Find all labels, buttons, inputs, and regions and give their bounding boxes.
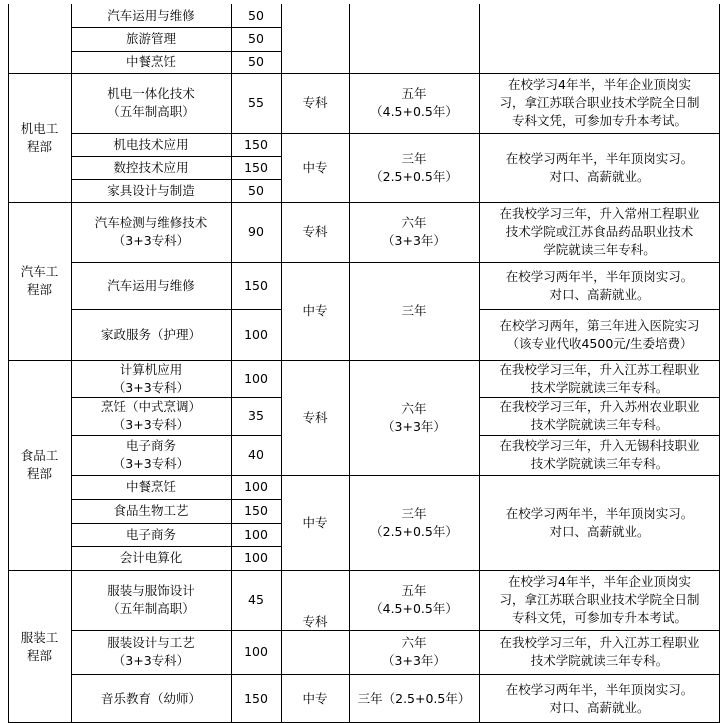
table-row-count: 50	[248, 31, 264, 46]
grid-line	[8, 360, 720, 361]
table-row-count: 50	[248, 182, 264, 198]
grid-line	[349, 4, 350, 723]
table-row-major: 机电技术应用	[113, 136, 189, 152]
grid-line	[71, 179, 281, 180]
table-row-count: 100	[244, 479, 268, 494]
level-cell: 中专	[302, 303, 328, 318]
table-row-major: 音乐教育（幼师）	[100, 690, 201, 706]
department-cell	[8, 73, 71, 202]
note-cell: 在我校学习三年，升入无锡科技职业 技术学院就读三年专科。	[499, 438, 700, 471]
level-cell: 专科	[302, 224, 328, 239]
grid-line	[8, 73, 720, 74]
grid-line	[479, 309, 720, 310]
grid-line	[71, 435, 281, 436]
duration-cell: 三年	[401, 303, 427, 318]
grid-line	[71, 674, 720, 675]
duration-cell: 三年 （2.5+0.5年）	[370, 505, 458, 539]
level-cell: 中专	[302, 514, 328, 530]
table-row-major: 家政服务（护理）	[100, 326, 201, 342]
table-row-count: 100	[244, 644, 268, 659]
note-cell: 在校学习两年半，半年顶岗实习。 对口、高薪就业。	[505, 268, 694, 302]
table-row-major: 会计电算化	[119, 550, 183, 565]
grid-line	[71, 4, 72, 723]
grid-line	[719, 4, 720, 723]
department-cell	[8, 360, 71, 570]
grid-line	[71, 397, 281, 398]
grid-line	[71, 475, 720, 476]
table-row-count: 40	[248, 447, 264, 462]
table-row-count: 150	[244, 136, 268, 152]
grid-line	[71, 546, 281, 547]
table-row-count: 150	[244, 159, 268, 175]
note-cell: 在我校学习三年，升入江苏工程职业 技术学院就读三年专科。	[499, 361, 700, 395]
level-cell: 专科	[302, 95, 328, 110]
grid-line	[231, 4, 232, 723]
table-row-major: 汽车运用与维修	[107, 277, 195, 293]
note-cell: 在校学习两年半，半年顶岗实习。 对口、高薪就业。	[505, 150, 694, 184]
duration-cell: 五年 （4.5+0.5年）	[370, 86, 458, 119]
grid-line	[479, 397, 720, 398]
table-row-major: 电子商务 （3+3专科）	[112, 438, 190, 471]
duration-cell: 三年（2.5+0.5年）	[357, 690, 471, 706]
note-cell: 在校学习两年半，半年顶岗实习。 对口、高薪就业。	[505, 505, 694, 539]
table-row-count: 100	[244, 370, 268, 386]
level-cell: 中专	[302, 690, 328, 706]
table-row-major: 食品生物工艺	[113, 503, 189, 518]
grid-line	[8, 202, 720, 203]
table-row-major: 服装设计与工艺 （3+3专科）	[107, 635, 195, 668]
duration-cell: 六年 （3+3年）	[382, 400, 446, 434]
grid-line	[71, 499, 281, 500]
level-cell: 中专	[302, 159, 328, 175]
table-row-count: 100	[244, 526, 268, 542]
department-label: 机电工 程部	[20, 120, 59, 154]
table-row-major: 机电一体化技术 （五年制高职）	[107, 86, 195, 119]
grid-line	[71, 27, 281, 28]
duration-cell: 六年 （3+3年）	[382, 215, 446, 248]
table-row-count: 150	[244, 503, 268, 518]
note-cell: 在我校学习三年，升入江苏工程职业 技术学院就读三年专科。	[499, 635, 700, 668]
grid-line	[71, 156, 281, 157]
grid-line	[71, 133, 720, 134]
table-row-count: 150	[244, 690, 268, 706]
duration-cell: 六年 （3+3年）	[382, 635, 446, 668]
table-row-count: 50	[248, 7, 264, 23]
level-cell: 专科	[302, 409, 328, 425]
note-cell: 在我校学习三年，升入常州工程职业 技术学院或江苏食品药品职业技术 学院就读三年专科。	[499, 206, 700, 257]
table-row-count: 100	[244, 550, 268, 565]
table-row-major: 家具设计与制造	[107, 182, 195, 198]
note-cell: 在校学习4年半，半年企业顶岗实 习，拿江苏联合职业技术学院全日制 专科文凭，可参加专升本考试。	[499, 574, 700, 625]
department-cell	[8, 202, 71, 360]
grid-line	[8, 4, 9, 723]
table-row-major: 服装与服饰设计 （五年制高职）	[107, 583, 195, 616]
note-cell: 在校学习两年半，半年顶岗实习。 对口、高薪就业。	[505, 681, 694, 715]
table-row-major: 汽车检测与维修技术 （3+3专科）	[94, 215, 208, 248]
table-row-major: 电子商务	[125, 526, 176, 542]
duration-cell: 五年 （4.5+0.5年）	[370, 583, 458, 616]
table-row-count: 100	[244, 326, 268, 342]
table-row-major: 中餐烹饪	[125, 479, 176, 494]
level-cell: 专科	[302, 614, 328, 629]
table-row-count: 55	[248, 95, 264, 110]
grid-line	[479, 4, 480, 723]
table-row-major: 中餐烹饪	[125, 54, 176, 69]
table-row-major: 数控技术应用	[113, 159, 189, 175]
department-label: 食品工 程部	[20, 448, 59, 481]
table-row-major: 计算机应用 （3+3专科）	[112, 361, 190, 395]
table-row-count: 35	[248, 408, 264, 423]
note-cell: 在校学习4年半，半年企业顶岗实 习，拿江苏联合职业技术学院全日制 专科文凭，可参加专升本考试。	[499, 77, 700, 128]
grid-line	[281, 4, 282, 723]
grid-line	[71, 51, 281, 52]
table-row-major: 旅游管理	[125, 31, 176, 46]
grid-line	[71, 523, 281, 524]
grid-line	[8, 570, 720, 571]
table-row-major: 烹饪（中式烹调） （3+3专科）	[100, 399, 201, 432]
table-row-count: 150	[244, 277, 268, 293]
grid-line	[71, 262, 720, 263]
table-row-count: 45	[248, 592, 264, 607]
department-cell	[8, 570, 71, 723]
grid-line	[71, 630, 720, 631]
table-row-count: 90	[248, 224, 264, 239]
table-row-count: 50	[248, 54, 264, 69]
duration-cell: 三年 （2.5+0.5年）	[370, 150, 458, 184]
grid-line	[71, 309, 281, 310]
table-row-major: 汽车运用与维修	[107, 7, 195, 23]
department-label: 服装工 程部	[20, 629, 59, 663]
note-cell: 在校学习两年，第三年进入医院实习 （该专业代收4500元/生委培费）	[499, 317, 700, 351]
grid-line	[479, 435, 720, 436]
department-label: 汽车工 程部	[20, 264, 59, 297]
note-cell: 在我校学习三年，升入苏州农业职业 技术学院就读三年专科。	[499, 399, 700, 432]
